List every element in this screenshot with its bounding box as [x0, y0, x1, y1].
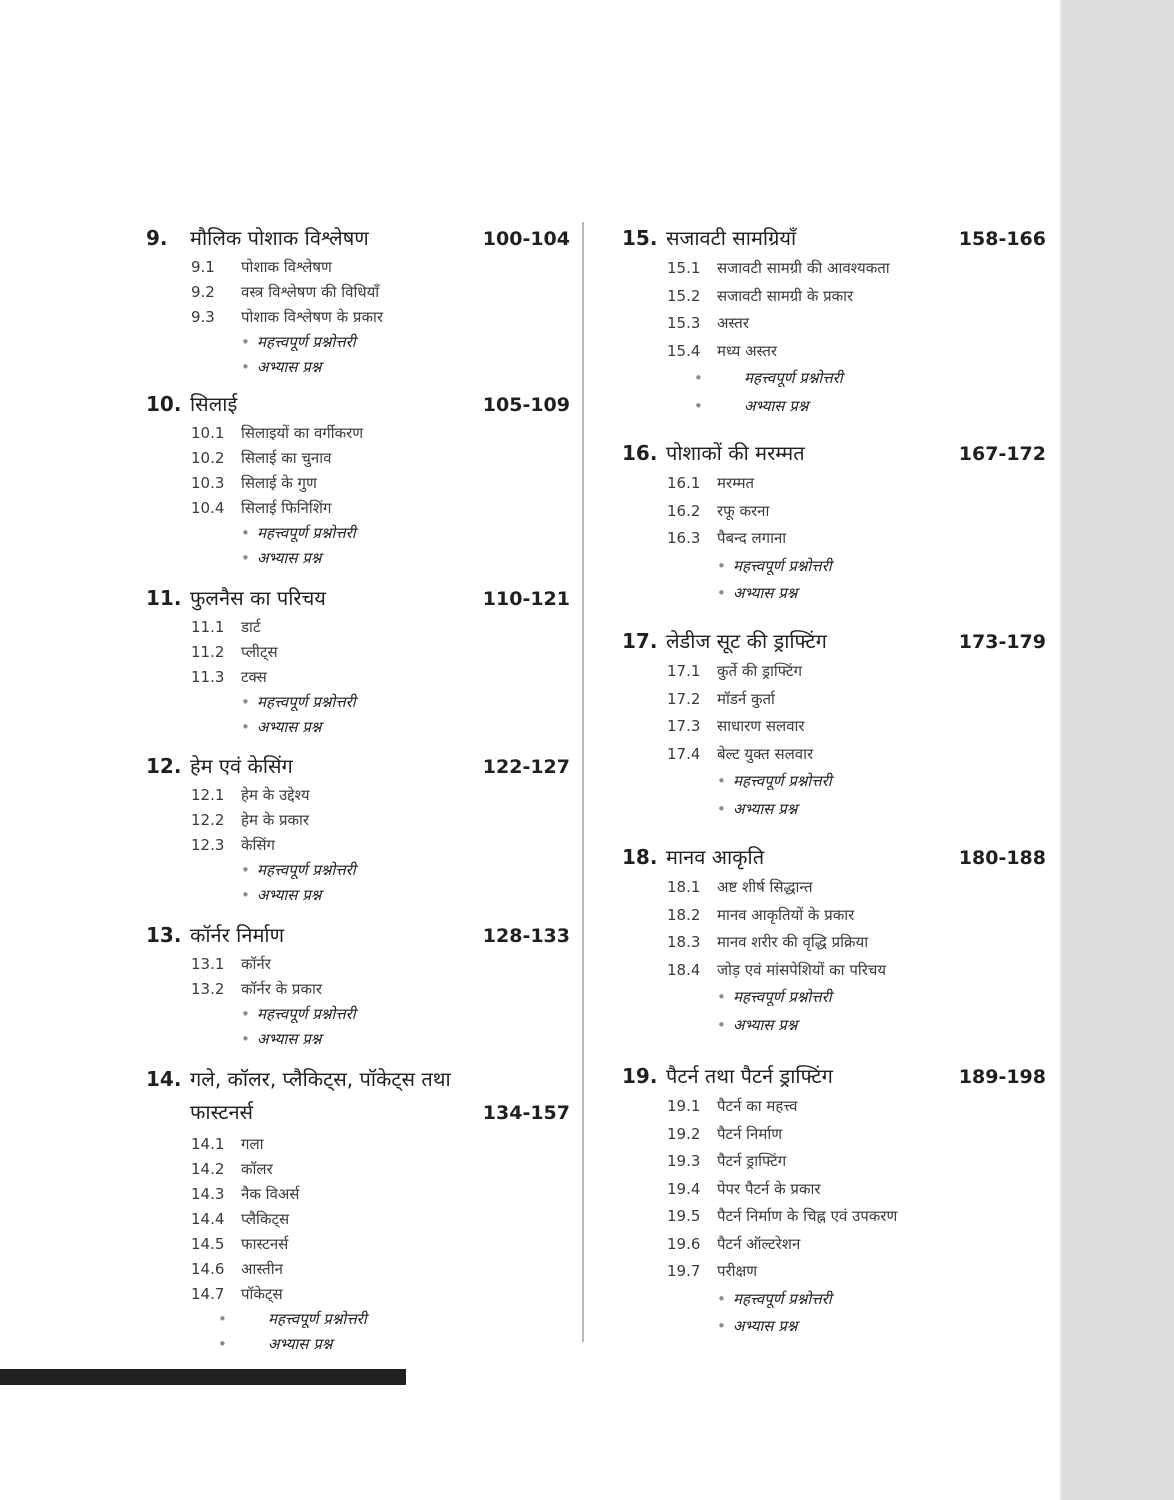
chapter-title: हेम एवं केसिंग [190, 754, 293, 778]
topic-item[interactable]: 19.5 पैटर्न निर्माण के चिह्न एवं उपकरण [667, 1207, 898, 1225]
topic-item[interactable]: 15.2 सजावटी सामग्री के प्रकार [667, 286, 854, 305]
topic-item[interactable]: 12.2 हेम के प्रकार [191, 811, 310, 829]
bullet-icon: • [241, 718, 250, 736]
topic-item[interactable]: 14.1 गला [191, 1135, 264, 1153]
chapter-pages: 134-157 [482, 1102, 570, 1124]
topic-item[interactable]: 15.3 अस्तर [667, 314, 749, 332]
chapter-number: 12. [146, 754, 182, 778]
bullet-icon: • [717, 556, 726, 575]
topic-item[interactable]: 14.4 प्लैकिट्स [191, 1210, 290, 1228]
chapter-number: 17. [622, 629, 658, 653]
topic-item[interactable]: 10.3 सिलाई के गुण [191, 474, 317, 492]
topic-item[interactable]: 18.4 जोड़ एवं मांसपेशियों का परिचय [667, 960, 887, 979]
bullet-icon: • [717, 988, 726, 1006]
topic-item[interactable]: 18.3 मानव शरीर की वृद्धि प्रक्रिया [667, 933, 869, 951]
chapter-number: 13. [146, 923, 182, 947]
practice-questions-item[interactable]: • अभ्यास प्रश्न [241, 355, 570, 380]
chapter-number: 10. [146, 392, 182, 416]
topic-item[interactable]: 11.3 टक्स [191, 668, 267, 686]
important-qa-item[interactable]: • महत्त्वपूर्ण प्रश्नोत्तरी [717, 984, 1046, 1012]
important-qa-item[interactable]: • महत्त्वपूर्ण प्रश्नोत्तरी [241, 1002, 570, 1027]
toc-chapter-14[interactable] [146, 1065, 570, 1357]
chapter-pages: 158-166 [958, 228, 1046, 250]
bullet-icon: • [241, 1030, 250, 1048]
practice-questions-item[interactable]: • अभ्यास प्रश्न [692, 393, 1046, 421]
toc-chapter-9[interactable] [146, 224, 570, 390]
bullet-icon: • [241, 524, 250, 542]
topic-item[interactable]: 13.2 कॉर्नर के प्रकार [191, 980, 322, 998]
bullet-icon: • [717, 1015, 726, 1034]
topic-item[interactable]: 16.1 मरम्मत [667, 474, 755, 492]
toc-chapter-18[interactable] [622, 843, 1046, 1062]
topic-item[interactable]: 18.2 मानव आकृतियों के प्रकार [667, 905, 855, 924]
topic-item[interactable]: 16.3 पैबन्द लगाना [667, 529, 787, 547]
toc-right-column [622, 224, 1046, 1341]
chapter-pages: 167-172 [958, 443, 1046, 465]
chapter-title-line2: फास्टनर्स [190, 1100, 254, 1124]
practice-questions-item[interactable]: • अभ्यास प्रश्न [717, 1313, 1046, 1341]
important-qa-item[interactable]: • महत्त्वपूर्ण प्रश्नोत्तरी [717, 553, 1046, 581]
topic-item[interactable]: 19.7 परीक्षण [667, 1262, 758, 1280]
bullet-icon: • [717, 1289, 726, 1308]
toc-chapter-10[interactable] [146, 390, 570, 584]
chapter-title: पैटर्न तथा पैटर्न ड्राफ्टिंग [666, 1064, 833, 1088]
chapter-pages: 189-198 [958, 1066, 1046, 1088]
topic-item[interactable]: 10.1 सिलाइयों का वर्गीकरण [191, 424, 364, 442]
toc-left-column [146, 224, 570, 1357]
bullet-icon: • [241, 861, 250, 879]
chapter-number: 19. [622, 1064, 658, 1088]
chapter-number: 11. [146, 586, 182, 610]
topic-item[interactable]: 14.3 नैक विअर्स [191, 1185, 300, 1203]
chapter-pages: 173-179 [958, 631, 1046, 653]
chapter-number: 16. [622, 441, 658, 465]
practice-questions-item[interactable]: • अभ्यास प्रश्न [241, 546, 570, 571]
chapter-title: फुलनैस का परिचय [190, 586, 326, 610]
topic-item[interactable]: 19.3 पैटर्न ड्राफ्टिंग [667, 1152, 787, 1170]
important-qa-item[interactable]: • महत्त्वपूर्ण प्रश्नोत्तरी [241, 521, 570, 546]
topic-item[interactable]: 9.2 वस्त्र विश्लेषण की विधियाँ [191, 283, 380, 301]
bullet-icon: • [241, 333, 250, 351]
important-qa-item[interactable]: • महत्त्वपूर्ण प्रश्नोत्तरी [241, 858, 570, 883]
topic-item[interactable]: 12.1 हेम के उद्देश्य [191, 786, 310, 804]
topic-item[interactable]: 15.1 सजावटी सामग्री की आवश्यकता [667, 259, 890, 277]
toc-chapter-12[interactable] [146, 752, 570, 921]
chapter-pages: 100-104 [482, 228, 570, 250]
important-qa-item[interactable]: • महत्त्वपूर्ण प्रश्नोत्तरी [241, 330, 570, 355]
bullet-icon: • [241, 358, 250, 376]
topic-item[interactable]: 14.7 पॉकेट्स [191, 1285, 283, 1303]
bullet-icon: • [717, 772, 726, 790]
chapter-pages: 122-127 [482, 756, 570, 778]
bullet-icon: • [241, 886, 250, 904]
toc-chapter-19[interactable] [622, 1062, 1046, 1341]
page-gray-margin [1060, 0, 1174, 1500]
topic-item[interactable]: 14.6 आस्तीन [191, 1260, 283, 1278]
practice-questions-item[interactable]: • अभ्यास प्रश्न [241, 883, 570, 908]
topic-item[interactable]: 15.4 मध्य अस्तर [667, 341, 778, 360]
practice-questions-item[interactable]: • अभ्यास प्रश्न [717, 580, 1046, 608]
chapter-title: लेडीज सूट की ड्राफ्टिंग [666, 629, 827, 653]
topic-item[interactable]: 13.1 कॉर्नर [191, 955, 271, 973]
topic-item[interactable]: 11.2 प्लीट्स [191, 643, 278, 661]
bullet-icon: • [241, 693, 250, 711]
practice-questions-item[interactable]: • अभ्यास प्रश्न [216, 1332, 570, 1357]
chapter-number: 15. [622, 226, 658, 250]
toc-chapter-13[interactable] [146, 921, 570, 1065]
topic-item[interactable]: 14.2 कॉलर [191, 1160, 273, 1178]
practice-questions-item[interactable]: • अभ्यास प्रश्न [717, 1012, 1046, 1040]
topic-item[interactable]: 11.1 डार्ट [191, 618, 261, 636]
footer-bar [0, 1369, 406, 1385]
bullet-icon: • [694, 369, 703, 387]
chapter-title: गले, कॉलर, प्लैकिट्स, पॉकेट्स तथा [190, 1067, 451, 1091]
important-qa-item[interactable]: • महत्त्वपूर्ण प्रश्नोत्तरी [216, 1307, 570, 1332]
topic-item[interactable]: 18.1 अष्ट शीर्ष सिद्धान्त [667, 878, 813, 896]
chapter-pages: 128-133 [482, 925, 570, 947]
practice-questions-item[interactable]: • अभ्यास प्रश्न [241, 715, 570, 740]
topic-item[interactable]: 10.4 सिलाई फिनिशिंग [191, 499, 332, 517]
bullet-icon: • [218, 1310, 227, 1328]
important-qa-item[interactable]: • महत्त्वपूर्ण प्रश्नोत्तरी [692, 365, 1046, 393]
important-qa-item[interactable]: • महत्त्वपूर्ण प्रश्नोत्तरी [717, 768, 1046, 796]
column-divider [582, 222, 584, 1342]
topic-item[interactable]: 14.5 फास्टनर्स [191, 1235, 289, 1253]
bullet-icon: • [717, 584, 726, 602]
toc-chapter-15[interactable] [622, 224, 1046, 439]
topic-item[interactable]: 12.3 केसिंग [191, 836, 275, 854]
bullet-icon: • [218, 1335, 227, 1353]
toc-chapter-11[interactable] [146, 584, 570, 752]
chapter-title: कॉर्नर निर्माण [190, 923, 285, 947]
important-qa-item[interactable]: • महत्त्वपूर्ण प्रश्नोत्तरी [241, 690, 570, 715]
topic-item[interactable]: 17.4 बेल्ट युक्त सलवार [667, 744, 814, 763]
chapter-number: 9. [146, 226, 168, 250]
topic-item[interactable]: 17.1 कुर्ते की ड्राफ्टिंग [667, 662, 803, 680]
chapter-title: पोशाकों की मरम्मत [666, 441, 805, 465]
bullet-icon: • [241, 1005, 250, 1023]
bullet-icon: • [717, 799, 726, 818]
practice-questions-item[interactable]: • अभ्यास प्रश्न [241, 1027, 570, 1052]
chapter-number: 18. [622, 845, 658, 869]
topic-item[interactable]: 19.6 पैटर्न ऑल्टरेशन [667, 1234, 801, 1253]
bullet-icon: • [241, 549, 250, 567]
chapter-pages: 105-109 [482, 394, 570, 416]
bullet-icon: • [717, 1317, 726, 1335]
topic-item[interactable]: 9.1 पोशाक विश्लेषण [191, 258, 332, 276]
topic-item[interactable]: 19.1 पैटर्न का महत्त्व [667, 1097, 798, 1115]
topic-item[interactable]: 16.2 रफू करना [667, 501, 770, 520]
topic-item[interactable]: 10.2 सिलाई का चुनाव [191, 449, 332, 467]
important-qa-item[interactable]: • महत्त्वपूर्ण प्रश्नोत्तरी [717, 1286, 1046, 1314]
chapter-title: सजावटी सामग्रियाँ [666, 226, 797, 250]
toc-chapter-17[interactable] [622, 627, 1046, 843]
chapter-pages: 110-121 [482, 588, 570, 610]
chapter-title: सिलाई [190, 392, 238, 416]
topic-item[interactable]: 9.3 पोशाक विश्लेषण के प्रकार [191, 308, 384, 326]
toc-chapter-16[interactable] [622, 439, 1046, 627]
topic-item[interactable]: 17.3 साधारण सलवार [667, 717, 805, 735]
topic-item[interactable]: 19.4 पेपर पैटर्न के प्रकार [667, 1179, 821, 1198]
chapter-title: मानव आकृति [666, 845, 765, 869]
chapter-pages: 180-188 [958, 847, 1046, 869]
bullet-icon: • [694, 396, 703, 415]
topic-item[interactable]: 19.2 पैटर्न निर्माण [667, 1124, 783, 1143]
topic-item[interactable]: 17.2 मॉडर्न कुर्ता [667, 689, 775, 708]
chapter-title: मौलिक पोशाक विश्लेषण [190, 226, 369, 250]
practice-questions-item[interactable]: • अभ्यास प्रश्न [717, 796, 1046, 824]
chapter-number: 14. [146, 1067, 182, 1091]
